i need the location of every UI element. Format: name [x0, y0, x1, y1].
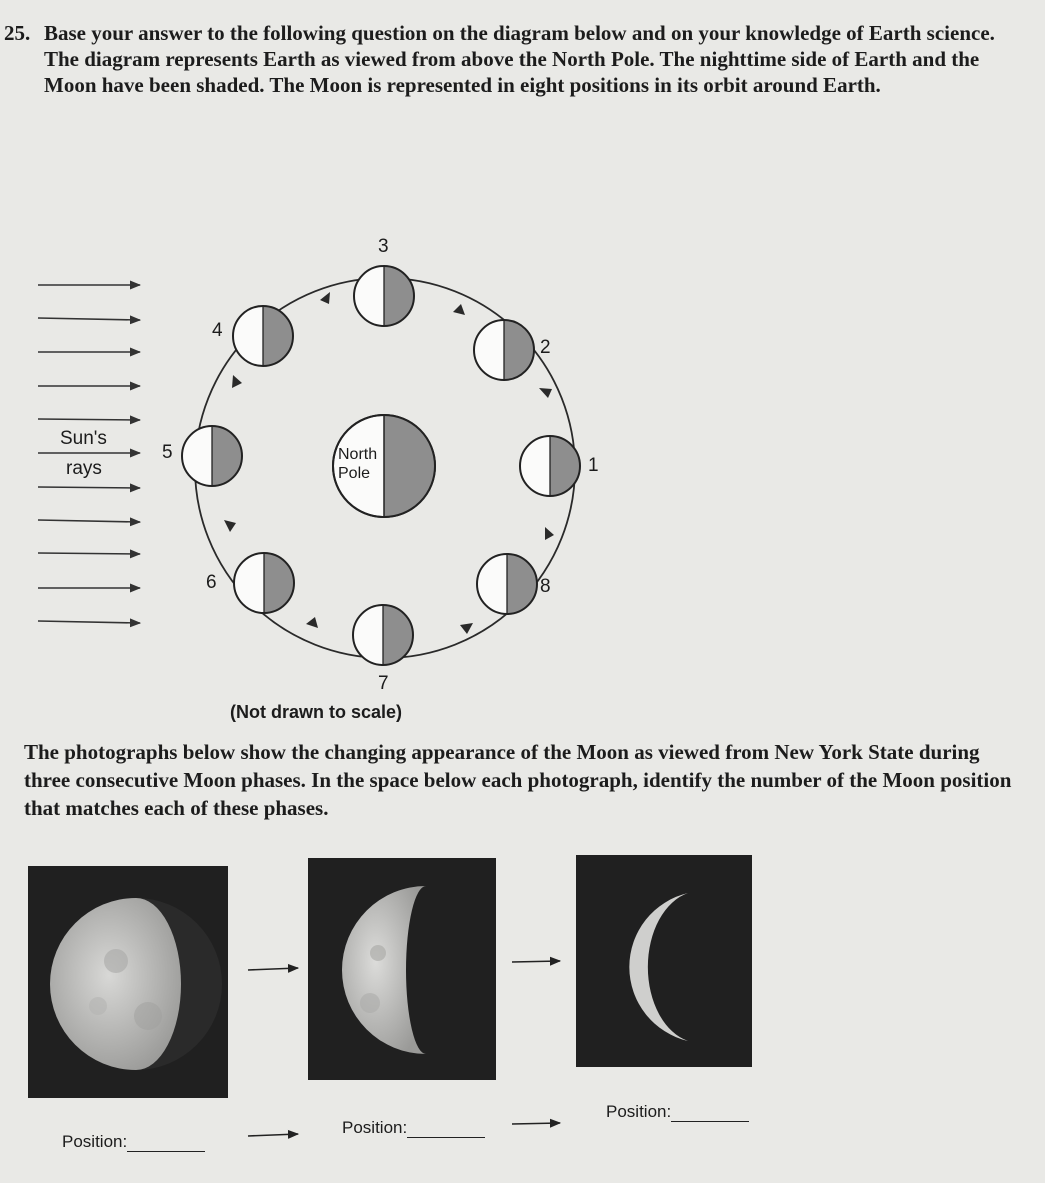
position-label-2: 2	[540, 337, 551, 358]
position-field-2[interactable]	[342, 1118, 485, 1138]
position-blank[interactable]	[407, 1123, 485, 1138]
position-label-4: 4	[212, 320, 223, 341]
position-label-7: 7	[378, 673, 389, 694]
sun-label-line1: Sun's	[60, 428, 107, 449]
diagram-caption: (Not drawn to scale)	[230, 702, 403, 722]
position-label-3: 3	[378, 236, 389, 257]
earth-label-line2: Pole	[338, 465, 371, 482]
position-field-3[interactable]	[606, 1102, 749, 1122]
earth-label-line1: North	[338, 446, 378, 463]
position-label: Position:	[62, 1132, 128, 1151]
position-label-1: 1	[588, 455, 599, 476]
question-number: 25.	[4, 21, 31, 45]
instructions-text: The photographs below show the changing appearance of the Moon as viewed from New York State during three consecutive Moon phases. In the space below each photograph, identify the number of the Moon position that matches each of these phases.	[24, 740, 1012, 820]
arrow-photo-1-to-2	[248, 968, 298, 970]
sun-label-line2: rays	[66, 458, 102, 479]
position-label-5: 5	[162, 442, 173, 463]
position-blank[interactable]	[671, 1107, 749, 1122]
arrow-position-1-to-2	[248, 1134, 298, 1136]
position-label: Position:	[342, 1118, 408, 1137]
position-field-1[interactable]	[62, 1132, 205, 1152]
position-label-6: 6	[206, 572, 217, 593]
position-label: Position:	[606, 1102, 672, 1121]
arrow-position-2-to-3	[512, 1123, 560, 1124]
arrow-photo-2-to-3	[512, 961, 560, 962]
position-blank[interactable]	[127, 1137, 205, 1152]
position-label-8: 8	[540, 576, 551, 597]
question-body: Base your answer to the following question on the diagram below and on your knowledge of Earth science. The diagram represents Earth as viewed from above the North Pole. The nighttime side of Earth and the Moon have been shaded. The Moon is represented in eight positions in its orbit around Earth.	[44, 21, 995, 97]
